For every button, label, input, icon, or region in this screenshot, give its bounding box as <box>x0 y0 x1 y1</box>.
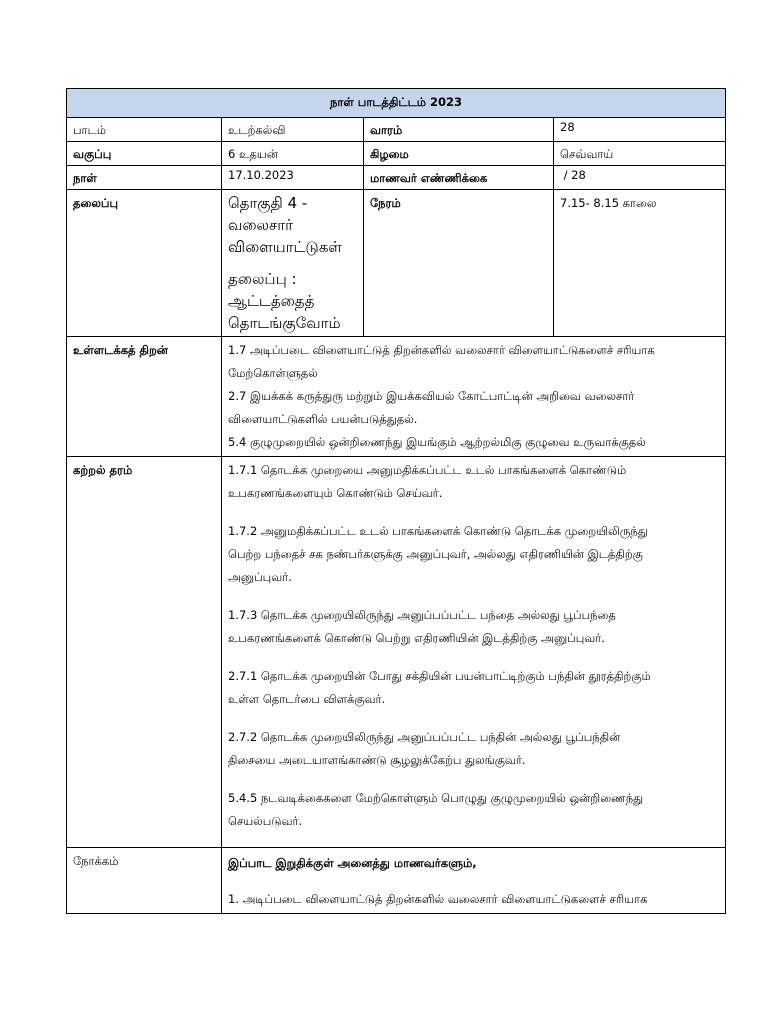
class-value: 6 உதயன் <box>222 142 364 166</box>
content-standard-row <box>67 337 726 457</box>
table-title: நாள் பாடத்திட்டம் 2023 <box>67 89 726 118</box>
learning-line: திசையை அடையாளங்காண்டு சூழலுக்கேற்ப துலங்குவர். <box>228 753 526 767</box>
content-line: 5.4 குழுமுறையில் ஒன்றிணைந்து இயங்கும் ஆற்றல்மிகு குழுவை உருவாக்குதல் <box>228 435 646 449</box>
topic-line: தொடங்குவோம் <box>228 314 341 332</box>
content-line: 1.7 அடிப்படை விளையாட்டுத் திறன்களில் வலைசார் விளையாட்டுகளைச் சரியாக <box>228 343 655 357</box>
lesson-plan-table <box>66 88 726 914</box>
topic-line: ஆட்டத்தைத் <box>228 292 315 310</box>
learning-line: அனுப்புவர். <box>228 570 292 584</box>
content-line: விளையாட்டுகளில் பயன்படுத்துதல். <box>228 412 418 426</box>
objective-heading: இப்பாட இறுதிக்குள் அனைத்து மாணவர்களும், <box>228 856 477 870</box>
content-standard-text <box>222 337 726 457</box>
topic-label: தலைப்பு <box>67 190 222 337</box>
time-value: 7.15- 8.15 காலை <box>554 190 726 337</box>
learning-standard-item <box>228 604 719 650</box>
title-row <box>67 89 726 118</box>
lesson-plan-page <box>66 88 725 914</box>
learning-line: 1.7.1 தொடக்க முறையை அனுமதிக்கப்பட்ட உடல் பாகங்களைக் கொண்டும் <box>228 463 627 477</box>
topic-line: வலைசார் <box>228 216 293 234</box>
learning-standard-item <box>228 787 719 833</box>
time-label: நேரம் <box>364 190 554 337</box>
content-line: மேற்கொள்ளுதல் <box>228 366 318 380</box>
objective-row <box>67 848 726 914</box>
date-label: நாள் <box>67 166 222 190</box>
learning-line: உபகரணங்களையும் கொண்டும் செய்வர். <box>228 486 443 500</box>
topic-line: விளையாட்டுகள் <box>228 238 342 256</box>
subject-label: பாடம் <box>67 118 222 142</box>
objective-label: நோக்கம் <box>67 848 222 914</box>
learning-standard-text <box>222 457 726 848</box>
learning-line: 2.7.1 தொடக்க முறையின் போது சக்தியின் பயன்பாட்டிற்கும் பந்தின் தூரத்திற்கும் <box>228 669 651 683</box>
learning-line: 5.4.5 நடவடிக்கைகளை மேற்கொள்ளும் பொழுது குழுமுறையில் ஒன்றிணைந்து <box>228 791 644 805</box>
objective-line: 1. அடிப்படை விளையாட்டுத் திறன்களில் வலைசார் விளையாட்டுகளைச் சரியாக <box>228 892 648 906</box>
learning-standard-row <box>67 457 726 848</box>
learning-line: பெற்ற பந்தைச் சக நண்பர்களுக்கு அனுப்புவர், அல்லது எதிரணியின் இடத்திற்கு <box>228 547 643 561</box>
week-value: 28 <box>554 118 726 142</box>
class-label: வகுப்பு <box>67 142 222 166</box>
student-count-label: மாணவர் எண்ணிக்கை <box>364 166 554 190</box>
learning-standard-label: கற்றல் தரம் <box>67 457 222 848</box>
learning-line: 1.7.3 தொடக்க முறையிலிருந்து அனுப்பப்பட்ட பந்தை அல்லது பூப்பந்தை <box>228 608 616 622</box>
content-line: 2.7 இயக்கக் கருத்துரு மற்றும் இயக்கவியல் கோட்பாட்டின் அறிவை வலைசார் <box>228 389 635 403</box>
day-label: கிழமை <box>364 142 554 166</box>
learning-line: 1.7.2 அனுமதிக்கப்பட்ட உடல் பாகங்களைக் கொண்டு தொடக்க முறையிலிருந்து <box>228 524 648 538</box>
topic-line: தலைப்பு : <box>228 270 297 288</box>
subject-value: உடற்கல்வி <box>222 118 364 142</box>
learning-line: செயல்படுவர். <box>228 814 303 828</box>
student-count-value: / 28 <box>554 166 726 190</box>
subject-row <box>67 118 726 142</box>
learning-standard-item <box>228 520 719 589</box>
topic-line: தொகுதி 4 - <box>228 194 308 212</box>
topic-value <box>222 190 364 337</box>
learning-line: 2.7.2 தொடக்க முறையிலிருந்து அனுப்பப்பட்ட பந்தின் அல்லது பூப்பந்தின் <box>228 730 621 744</box>
date-row <box>67 166 726 190</box>
learning-standard-item <box>228 665 719 711</box>
learning-standard-item <box>228 459 719 505</box>
learning-standard-item <box>228 726 719 772</box>
learning-line: உள்ள தொடர்பை விளக்குவர். <box>228 692 386 706</box>
content-standard-label: உள்ளடக்கத் திறன் <box>67 337 222 457</box>
date-value: 17.10.2023 <box>222 166 364 190</box>
class-row <box>67 142 726 166</box>
week-label: வாரம் <box>364 118 554 142</box>
learning-line: உபகரணங்களைக் கொண்டு பெற்று எதிரணியின் இடத்திற்கு அனுப்புவர். <box>228 631 605 645</box>
objective-text <box>222 848 726 914</box>
day-value: செவ்வாய் <box>554 142 726 166</box>
topic-row <box>67 190 726 337</box>
